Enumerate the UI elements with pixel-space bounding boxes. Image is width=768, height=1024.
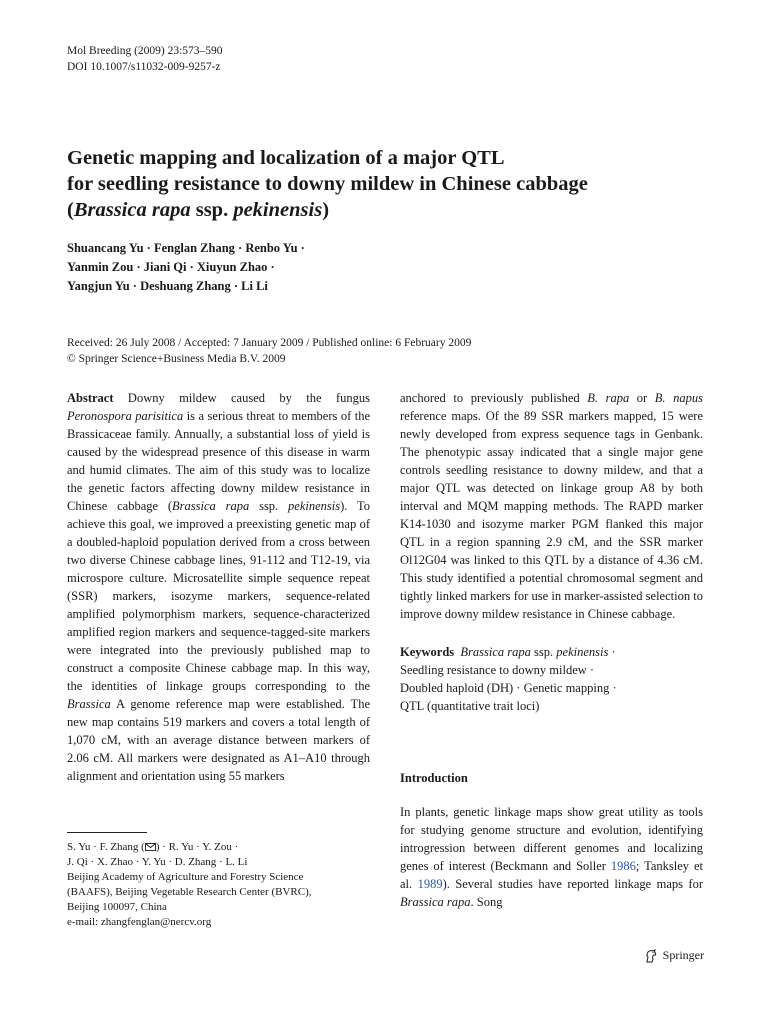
abstract-italic: B. napus <box>654 391 704 405</box>
abstract-text: is a serious threat to members of the Brassicaceae family. Annually, a substantial loss of yield is caused by the widespread presence of this disease in warm and humid climates. The aim of this study was to localize the genetic factors affecting downy mildew resistance in Chinese cabbage ( <box>67 409 371 513</box>
abstract-continued <box>400 389 703 623</box>
title-ssp: ssp. <box>190 199 234 221</box>
keyword-separator: · <box>608 645 616 659</box>
abstract-text: Downy mildew caused by the fungus <box>113 391 370 405</box>
abstract-text: reference maps. Of the 89 SSR markers mapped, 15 were newly developed from express sequence tags in Genbank. The phenotypic assay indicated that a single major gene controls seedling resistance to downy mildew, and that a major QTL was detected on linkage group A8 by both interval and MQM mapping methods. The RAPD marker K14-1030 and isozyme marker PGM flanked this major QTL in a region spanning 2.9 cM, and the SSR marker Ol12G04 was linked to this QTL by a distance of 4.36 cM. This study identified a potential chromosomal segment and tightly linked markers for use in marker-assisted selection to improve downy mildew resistance in Chinese cabbage. <box>400 409 703 621</box>
footnote-line: Beijing Academy of Agriculture and Forestry Science <box>67 871 304 883</box>
keyword: Doubled haploid (DH) · Genetic mapping · <box>400 681 617 695</box>
abstract-italic: Brassica rapa <box>172 499 250 513</box>
abstract-italic: B. rapa <box>587 391 630 405</box>
title-species: Brassica rapa <box>73 199 191 221</box>
abstract-italic: Brassica <box>67 697 111 711</box>
footnote-text: S. Yu · F. Zhang ( <box>67 841 145 853</box>
footnote-line: (BAAFS), Beijing Vegetable Research Center (BVRC), <box>67 886 312 898</box>
abstract <box>67 389 370 785</box>
title-open-paren: ( <box>67 199 74 221</box>
footnote-line: J. Qi · X. Zhao · Y. Yu · D. Zhang · L. Li <box>67 856 248 868</box>
title-line-2: for seedling resistance to downy mildew in Chinese cabbage <box>67 173 588 195</box>
intro-italic: Brassica rapa <box>400 895 471 909</box>
authors-line-1: Shuancang Yu · Fenglan Zhang · Renbo Yu · <box>67 241 305 255</box>
abstract-text: anchored to previously published <box>400 391 588 405</box>
footnote-email: e-mail: zhangfenglan@nercv.org <box>67 916 212 928</box>
author-affiliation-footnote <box>67 840 312 930</box>
title-subspecies: pekinensis <box>233 199 323 221</box>
publisher-mark <box>644 948 704 963</box>
intro-text: In plants, genetic linkage maps show great utility as tools for studying genome structure and evolution, identifying introgression between different genomes and localizing genes of interest (Beckmann and Soller <box>400 805 703 873</box>
author-list <box>67 239 305 296</box>
keyword: pekinensis <box>556 645 609 659</box>
envelope-icon <box>145 840 156 855</box>
publication-dates <box>67 335 471 367</box>
abstract-text: ssp. <box>249 499 289 513</box>
reference-link[interactable]: 1989 <box>417 877 443 891</box>
keywords <box>400 643 703 715</box>
abstract-italic: pekinensis <box>288 499 341 513</box>
doi: DOI 10.1007/s11032-009-9257-z <box>67 61 221 73</box>
abstract-label: Abstract <box>67 391 114 405</box>
footnote-line <box>67 840 312 855</box>
left-column <box>67 389 370 785</box>
article-title <box>67 145 707 223</box>
history-dates: Received: 26 July 2008 / Accepted: 7 January 2009 / Published online: 6 February 2009 <box>67 337 472 349</box>
abstract-text: or <box>629 391 655 405</box>
journal-header <box>67 43 223 75</box>
footnote-text: ) · R. Yu · Y. Zou · <box>155 841 239 853</box>
footnote-rule <box>67 832 147 833</box>
keywords-label: Keywords <box>400 645 455 659</box>
springer-horse-logo-icon <box>644 949 658 963</box>
authors-line-2: Yanmin Zou · Jiani Qi · Xiuyun Zhao · <box>67 260 275 274</box>
keyword: Brassica rapa <box>460 645 531 659</box>
right-column <box>400 389 703 911</box>
introduction-paragraph <box>400 803 703 911</box>
abstract-text: A genome reference map were established. The new map contains 519 markers and covers a total length of 1,070 cM, with an average distance between markers of 2.06 cM. All markers were designated as A1–A10 through alignment and orientation using 55 markers <box>67 697 370 783</box>
title-close-paren: ) <box>322 199 330 221</box>
intro-text: ). Several studies have reported linkage maps for <box>442 877 703 891</box>
intro-text: . Song <box>470 895 503 909</box>
keyword: QTL (quantitative trait loci) <box>400 699 540 713</box>
copyright: © Springer Science+Business Media B.V. 2009 <box>67 353 286 365</box>
authors-line-3: Yangjun Yu · Deshuang Zhang · Li Li <box>67 279 268 293</box>
keyword: ssp. <box>530 645 557 659</box>
section-heading-introduction: Introduction <box>400 771 468 785</box>
keyword: Seedling resistance to downy mildew · <box>400 663 595 677</box>
footnote-line: Beijing 100097, China <box>67 901 167 913</box>
abstract-italic: Peronospora parisitica <box>67 409 184 423</box>
journal-citation: Mol Breeding (2009) 23:573–590 <box>67 45 223 57</box>
publisher-name: Springer <box>662 948 704 962</box>
intro-text: ; Tanksley et al. <box>400 859 703 891</box>
title-line-1: Genetic mapping and localization of a major QTL <box>67 147 505 169</box>
reference-link[interactable]: 1986 <box>610 859 636 873</box>
abstract-text: ). To achieve this goal, we improved a preexisting genetic map of a doubled-haploid population derived from a cross between two diverse Chinese cabbage lines, 91-112 and T12-19, via microspore culture. Microsatellite simple sequence repeat (SSR) markers, isozyme markers, sequence-related amplified polymorphism markers, sequence-characterized amplified region markers and sequence-tagged-site markers were integrated into the previously published map to construct a composite Chinese cabbage map. In this way, the identities of linkage groups corresponding to the <box>67 499 370 693</box>
